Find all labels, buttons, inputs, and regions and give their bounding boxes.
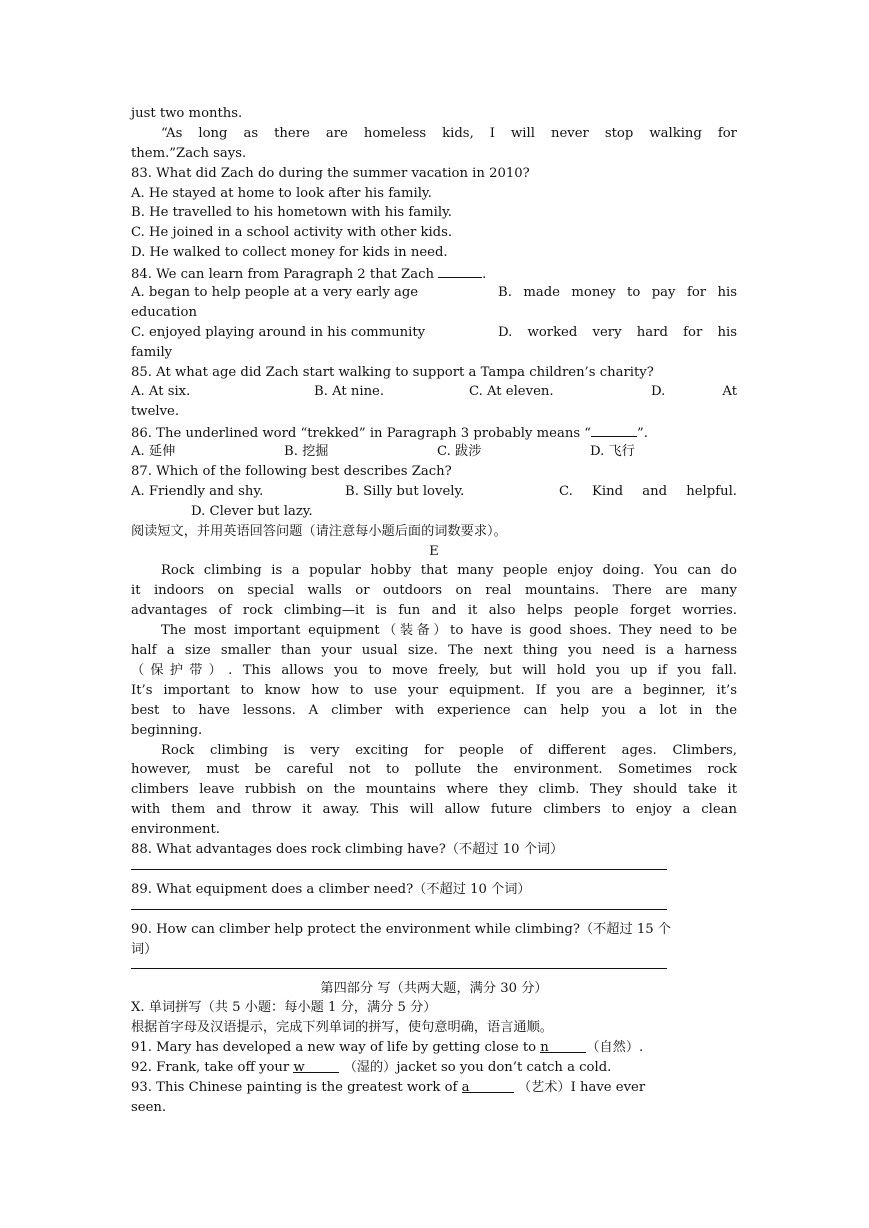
passage-e-line: best to have lessons. A climber with experience can help you a lot in the (131, 702, 737, 718)
question-92-text: 92. Frank, take off your (131, 1060, 294, 1076)
question-87-option-c: C. Kind and helpful. (559, 483, 737, 499)
answer-blank[interactable] (438, 263, 482, 278)
passage-e-line: half a size smaller than your usual size. The next thing you need is a harness (131, 643, 737, 659)
question-84-options-cd (131, 323, 737, 343)
answer-blank-93[interactable] (462, 1078, 514, 1093)
question-84-option-b-cont: education (131, 304, 197, 320)
question-85-option-c: C. At eleven. (469, 384, 554, 400)
section-e-instruction: 阅读短文，并用英语回答问题（请注意每小题后面的词数要求）。 (131, 523, 507, 539)
question-90-cont: 词） (131, 941, 158, 957)
question-86-options (131, 442, 737, 462)
initial-letter: w (293, 1060, 305, 1076)
question-93-hint: （艺术）I have ever (513, 1079, 646, 1095)
passage-line: them.”Zach says. (131, 145, 247, 161)
question-85-option-b: B. At nine. (314, 384, 385, 400)
passage-e-line: advantages of rock climbing—it is fun and it also helps people forget worries. (131, 603, 737, 619)
question-84-options-ab (131, 283, 737, 303)
question-85-stem: 85. At what age did Zach start walking to support a Tampa children’s charity? (131, 364, 654, 380)
question-86-stem (131, 422, 737, 442)
question-86-option-b: B. 挖掘 (284, 444, 329, 460)
passage-e-line: It’s important to know how to use your equipment. If you are a beginner, it’s (131, 682, 737, 698)
question-84-option-b: B. made money to pay for his (498, 285, 737, 301)
question-87-stem: 87. Which of the following best describes Zach? (131, 464, 452, 480)
passage-e-line: The most important equipment（装备）to have is good shoes. They need to be (161, 623, 737, 639)
exam-page (131, 104, 737, 1118)
part-4-title: 第四部分 写（共两大题，满分 30 分） (320, 980, 548, 996)
passage-line: just two months. (131, 106, 243, 121)
question-88: 88. What advantages does rock climbing have?（不超过 10 个词） (131, 841, 564, 857)
answer-line-88[interactable] (131, 869, 667, 870)
question-87-option-b: B. Silly but lovely. (345, 483, 465, 499)
answer-blank-91[interactable] (540, 1038, 586, 1056)
question-84-option-d: D. worked very hard for his (498, 324, 737, 340)
question-91 (131, 1038, 737, 1058)
question-85-option-a: A. At six. (131, 384, 191, 400)
question-93-text: 93. This Chinese painting is the greatest work of (131, 1079, 462, 1095)
passage-e-line: Rock climbing is a popular hobby that many people enjoy doing. You can do (161, 563, 737, 579)
question-83-option-d: D. He walked to collect money for kids in need. (131, 245, 448, 261)
passage-e-line: climbers leave rubbish on the mountains where they climb. They should take it (131, 782, 737, 798)
question-84-option-c: C. enjoyed playing around in his community (131, 324, 426, 340)
question-89: 89. What equipment does a climber need?（不超过 10 个词） (131, 881, 531, 897)
question-90: 90. How can climber help protect the environment while climbing?（不超过 15 个 (131, 921, 671, 937)
question-86-stem-text: 86. The underlined word “trekked” in Paragraph 3 probably means “ (131, 426, 592, 442)
question-83-option-b: B. He travelled to his hometown with his family. (131, 205, 452, 221)
section-x-instruction: 根据首字母及汉语提示，完成下列单词的拼写，使句意明确，语言通顺。 (131, 1020, 553, 1036)
question-91-text: 91. Mary has developed a new way of life by getting close to (131, 1040, 541, 1056)
passage-e-line: with them and throw it away. This will allow future climbers to enjoy a clean (131, 802, 737, 818)
answer-line-90[interactable] (131, 968, 667, 969)
passage-e-line: （保护带）. This allows you to move freely, but will hold you up if you fall. (131, 662, 737, 678)
question-87-option-d: D. Clever but lazy. (191, 503, 313, 519)
question-86-option-a: A. 延伸 (131, 444, 176, 460)
question-86-option-c: C. 跋涉 (437, 444, 482, 460)
question-93 (131, 1078, 737, 1098)
passage-e-line: beginning. (131, 722, 203, 738)
question-87-option-a: A. Friendly and shy. (131, 483, 264, 499)
question-92-hint: （湿的）jacket so you don’t catch a cold. (339, 1060, 612, 1076)
answer-blank-92[interactable] (293, 1058, 339, 1076)
passage-e-line: environment. (131, 822, 220, 838)
initial-letter: n (540, 1040, 549, 1056)
question-86-stem-end: ”. (637, 426, 648, 442)
passage-e-line: it indoors on special walls or outdoors on real mountains. There are many (131, 583, 737, 599)
question-84-option-d-cont: family (131, 344, 173, 360)
section-e-label: E (429, 543, 439, 559)
passage-e-line: however, must be careful not to pollute the environment. Sometimes rock (131, 762, 737, 778)
question-85-option-d-cont: twelve. (131, 404, 180, 420)
question-83-option-c: C. He joined in a school activity with other kids. (131, 225, 453, 241)
question-87-options (131, 482, 737, 502)
question-84-stem (131, 263, 737, 283)
question-83-stem: 83. What did Zach do during the summer vacation in 2010? (131, 165, 530, 181)
question-85-option-d-word: At (722, 384, 737, 400)
question-84-stem-text: 84. We can learn from Paragraph 2 that Zach (131, 267, 434, 283)
question-85-option-d: D. (651, 384, 666, 400)
question-84-option-a: A. began to help people at a very early age (131, 285, 419, 301)
question-92 (131, 1058, 737, 1078)
question-93-cont: seen. (131, 1099, 167, 1115)
answer-blank[interactable] (591, 422, 637, 437)
question-84-stem-end: . (482, 267, 487, 283)
passage-e-line: Rock climbing is very exciting for people of different ages. Climbers, (161, 742, 737, 758)
passage-line: “As long as there are homeless kids, I will never stop walking for (161, 125, 737, 141)
question-85-options (131, 382, 737, 402)
question-86-option-d: D. 飞行 (590, 444, 635, 460)
answer-line-89[interactable] (131, 909, 667, 910)
question-83-option-a: A. He stayed at home to look after his family. (131, 185, 432, 201)
section-x-title: X. 单词拼写（共 5 小题：每小题 1 分，满分 5 分） (131, 1000, 437, 1016)
initial-letter: a (461, 1079, 470, 1095)
question-91-hint: （自然）. (586, 1040, 644, 1056)
